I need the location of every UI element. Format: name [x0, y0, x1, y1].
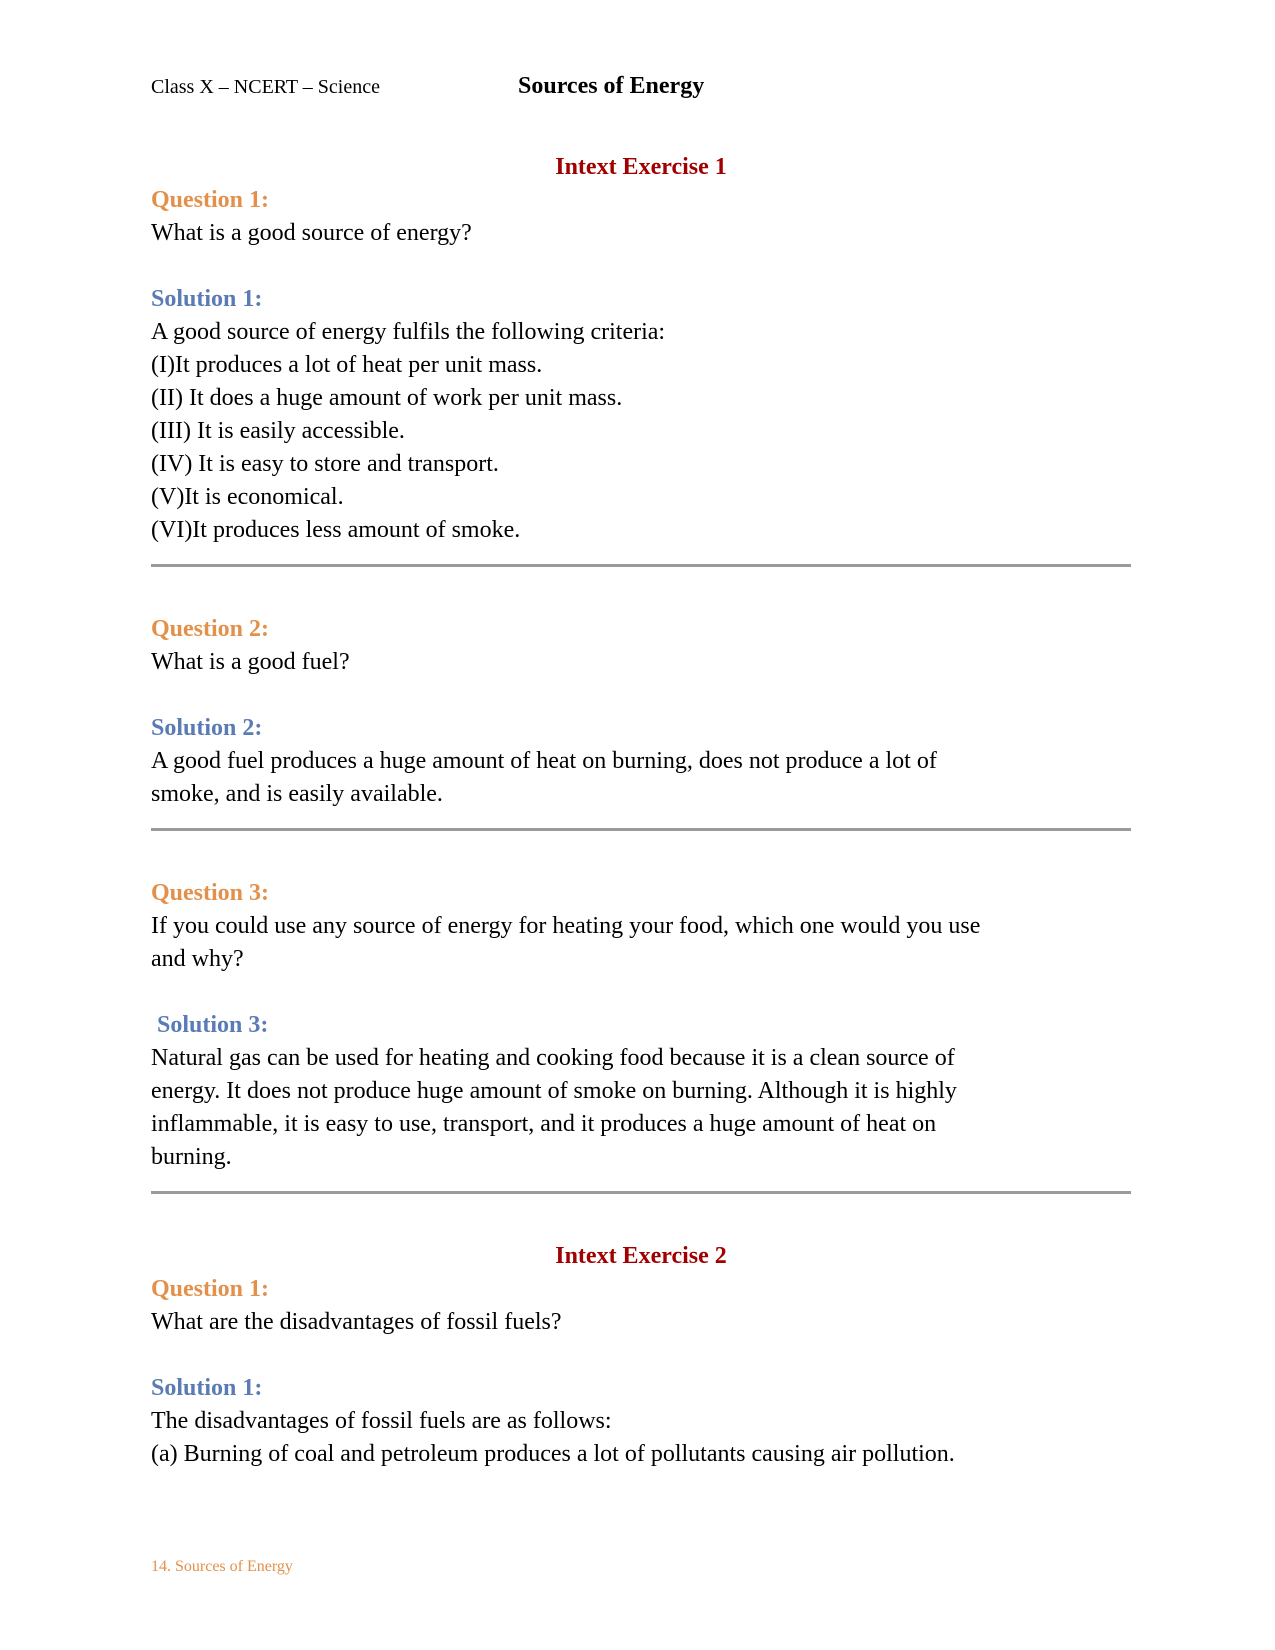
main-content: [151, 151, 1131, 1471]
question-label: Question 1:: [151, 187, 270, 213]
question-label: Question 3:: [151, 880, 270, 906]
exercise-title: Intext Exercise 2: [555, 1243, 727, 1269]
solution-line: burning.: [151, 1144, 232, 1170]
solution-line: smoke, and is easily available.: [151, 781, 443, 807]
solution-line: A good source of energy fulfils the following criteria:: [151, 319, 666, 345]
question-text: What is a good source of energy?: [151, 220, 472, 246]
solution-label: Solution 2:: [151, 715, 263, 741]
section-divider: [151, 1191, 1131, 1194]
question-text: and why?: [151, 946, 244, 972]
solution-line: The disadvantages of fossil fuels are as follows:: [151, 1408, 612, 1434]
page-footer: 14. Sources of Energy: [151, 1558, 293, 1575]
question-text: What is a good fuel?: [151, 649, 350, 675]
question-label: Question 2:: [151, 616, 270, 642]
solution-line: (V)It is economical.: [151, 484, 344, 510]
solution-line: Natural gas can be used for heating and cooking food because it is a clean source of: [151, 1045, 955, 1071]
solution-line: (III) It is easily accessible.: [151, 418, 405, 444]
header-chapter-title: Sources of Energy: [518, 73, 705, 99]
section-divider: [151, 828, 1131, 831]
solution-label: Solution 1:: [151, 1375, 263, 1401]
solution-label: Solution 3:: [157, 1012, 269, 1038]
solution-line: inflammable, it is easy to use, transport, and it produces a huge amount of heat on: [151, 1111, 937, 1137]
solution-line: energy. It does not produce huge amount of smoke on burning. Although it is highly: [151, 1078, 957, 1104]
solution-label: Solution 1:: [151, 286, 263, 312]
solution-line: A good fuel produces a huge amount of heat on burning, does not produce a lot of: [151, 748, 937, 774]
question-text: If you could use any source of energy for heating your food, which one would you use: [151, 913, 981, 939]
solution-line: (IV) It is easy to store and transport.: [151, 451, 499, 477]
question-label: Question 1:: [151, 1276, 270, 1302]
section-divider: [151, 564, 1131, 567]
solution-line: (a) Burning of coal and petroleum produces a lot of pollutants causing air pollution.: [151, 1441, 955, 1467]
solution-line: (II) It does a huge amount of work per unit mass.: [151, 385, 623, 411]
solution-line: (I)It produces a lot of heat per unit mass.: [151, 352, 543, 378]
exercise-title: Intext Exercise 1: [555, 154, 727, 180]
header-class-label: Class X – NCERT – Science: [151, 76, 380, 98]
solution-line: (VI)It produces less amount of smoke.: [151, 517, 521, 543]
question-text: What are the disadvantages of fossil fuels?: [151, 1309, 562, 1335]
